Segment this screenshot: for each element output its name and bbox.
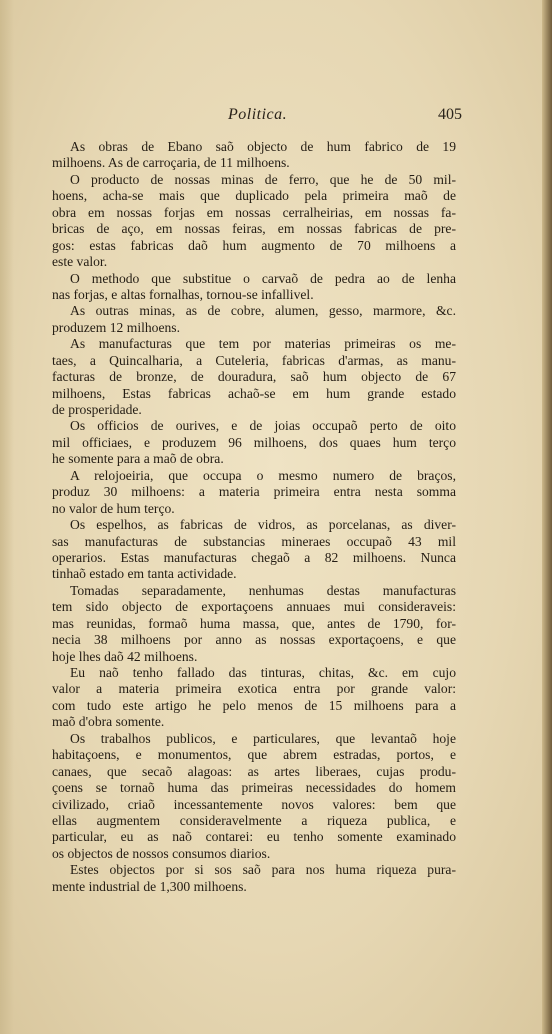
text-line: maõ d'obra somente.	[52, 714, 165, 730]
text-line: particular, eu as naõ contarei: eu tenho somente examinado	[52, 829, 456, 845]
text-line: os objectos de nossos consumos diarios.	[52, 845, 271, 861]
text-line: Os espelhos, as fabricas de vidros, as porcelanas, as diver-	[70, 517, 456, 533]
text-line: mil officiaes, e produzem 96 milhoens, dos quaes hum terço	[52, 434, 456, 450]
page-gutter-shadow	[0, 0, 14, 1034]
text-line: Tomadas separadamente, nenhumas destas manufacturas	[70, 582, 456, 598]
text-line: O methodo que substitue o carvaõ de pedra ao de lenha	[70, 270, 456, 286]
text-line: mas reunidas, formaõ huma massa, que, antes de 1790, for-	[52, 615, 456, 631]
text-line: obra em nossas forjas em nossas cerralheirias, em nossas fa-	[52, 204, 456, 220]
text-line: sas manufacturas de substancias mineraes occupaõ 43 mil	[52, 533, 456, 549]
text-line: milhoens. As de carroçaria, de 11 milhoens.	[52, 155, 290, 171]
text-line: operarios. Estas manufacturas chegaõ a 82 milhoens. Nunca	[52, 549, 456, 565]
running-head	[52, 106, 462, 128]
section-title: Politica.	[228, 106, 288, 123]
text-line: çoens se tornaõ huma das primeiras necessidades do homem	[52, 780, 456, 796]
text-line: tem sido objecto de exportaçoens annuaes mui consideraveis:	[52, 599, 456, 615]
text-line: hoje lhes daõ 42 milhoens.	[52, 648, 198, 664]
text-line: facturas de bronze, de douradura, saõ hum objecto de 67	[52, 369, 456, 385]
text-line: Os trabalhos publicos, e particulares, que levantaõ hoje	[70, 730, 456, 746]
text-line: produz 30 milhoens: a materia primeira entra nesta somma	[52, 484, 456, 500]
text-line: valor a materia primeira exotica entra por grande valor:	[52, 681, 456, 697]
text-line: taes, a Quincalharia, a Cuteleria, fabricas d'armas, as manu-	[52, 352, 456, 368]
text-line: no valor de hum terço.	[52, 500, 175, 516]
text-line: civilizado, criaõ incessantemente novos valores: bem que	[52, 796, 456, 812]
text-line: Eu naõ tenho fallado das tinturas, chitas, &c. em cujo	[70, 665, 456, 680]
text-line: As manufacturas que tem por materias primeiras os me-	[70, 336, 456, 352]
text-line: milhoens, Estas fabricas achaõ-se em hum grande estado	[52, 385, 456, 401]
text-line: necia 38 milhoens por anno as nossas exportaçoens, e que	[52, 632, 456, 648]
text-line: he somente para a maõ de obra.	[52, 451, 224, 467]
text-line: produzem 12 milhoens.	[52, 319, 180, 335]
text-line: gos: estas fabricas daõ hum augmento de 70 milhoens a	[52, 237, 456, 253]
text-line: habitaçoens, e monumentos, que abrem estradas, portos, e	[52, 747, 456, 763]
text-line: canaes, que secaõ alagoas: as artes liberaes, cujas produ-	[52, 763, 456, 779]
text-line: tinhaõ estado em tanta actividade.	[52, 566, 237, 582]
page-edge-shadow	[542, 0, 552, 1034]
text-line: de prosperidade.	[52, 402, 142, 417]
text-line: este valor.	[52, 254, 108, 270]
text-line: com tudo este artigo he pelo menos de 15 milhoens para a	[52, 697, 456, 713]
text-line: O producto de nossas minas de ferro, que he de 50 mil-	[70, 171, 456, 187]
text-line: ellas augmentem consideravelmente a riqueza publica, e	[52, 812, 456, 828]
text-line: hoens, acha-se mais que duplicado pela primeira maõ de	[52, 188, 456, 204]
text-line: As obras de Ebano saõ objecto de hum fabrico de 19	[70, 139, 456, 154]
page-number: 405	[438, 106, 462, 123]
text-line: bricas de aço, em nossas feiras, em nossas fabricas de pre-	[52, 221, 456, 237]
body-text	[52, 139, 456, 895]
text-line: A relojoeiria, que occupa o mesmo numero de braços,	[70, 467, 456, 483]
text-line: Os officios de ourives, e de joias occupaõ perto de oito	[70, 418, 456, 434]
text-line: mente industrial de 1,300 milhoens.	[52, 878, 247, 894]
text-line: As outras minas, as de cobre, alumen, gesso, marmore, &c.	[70, 303, 456, 319]
text-line: Estes objectos por si sos saõ para nos huma riqueza pura-	[70, 862, 456, 878]
text-line: nas forjas, e altas fornalhas, tornou-se infallivel.	[52, 286, 314, 302]
